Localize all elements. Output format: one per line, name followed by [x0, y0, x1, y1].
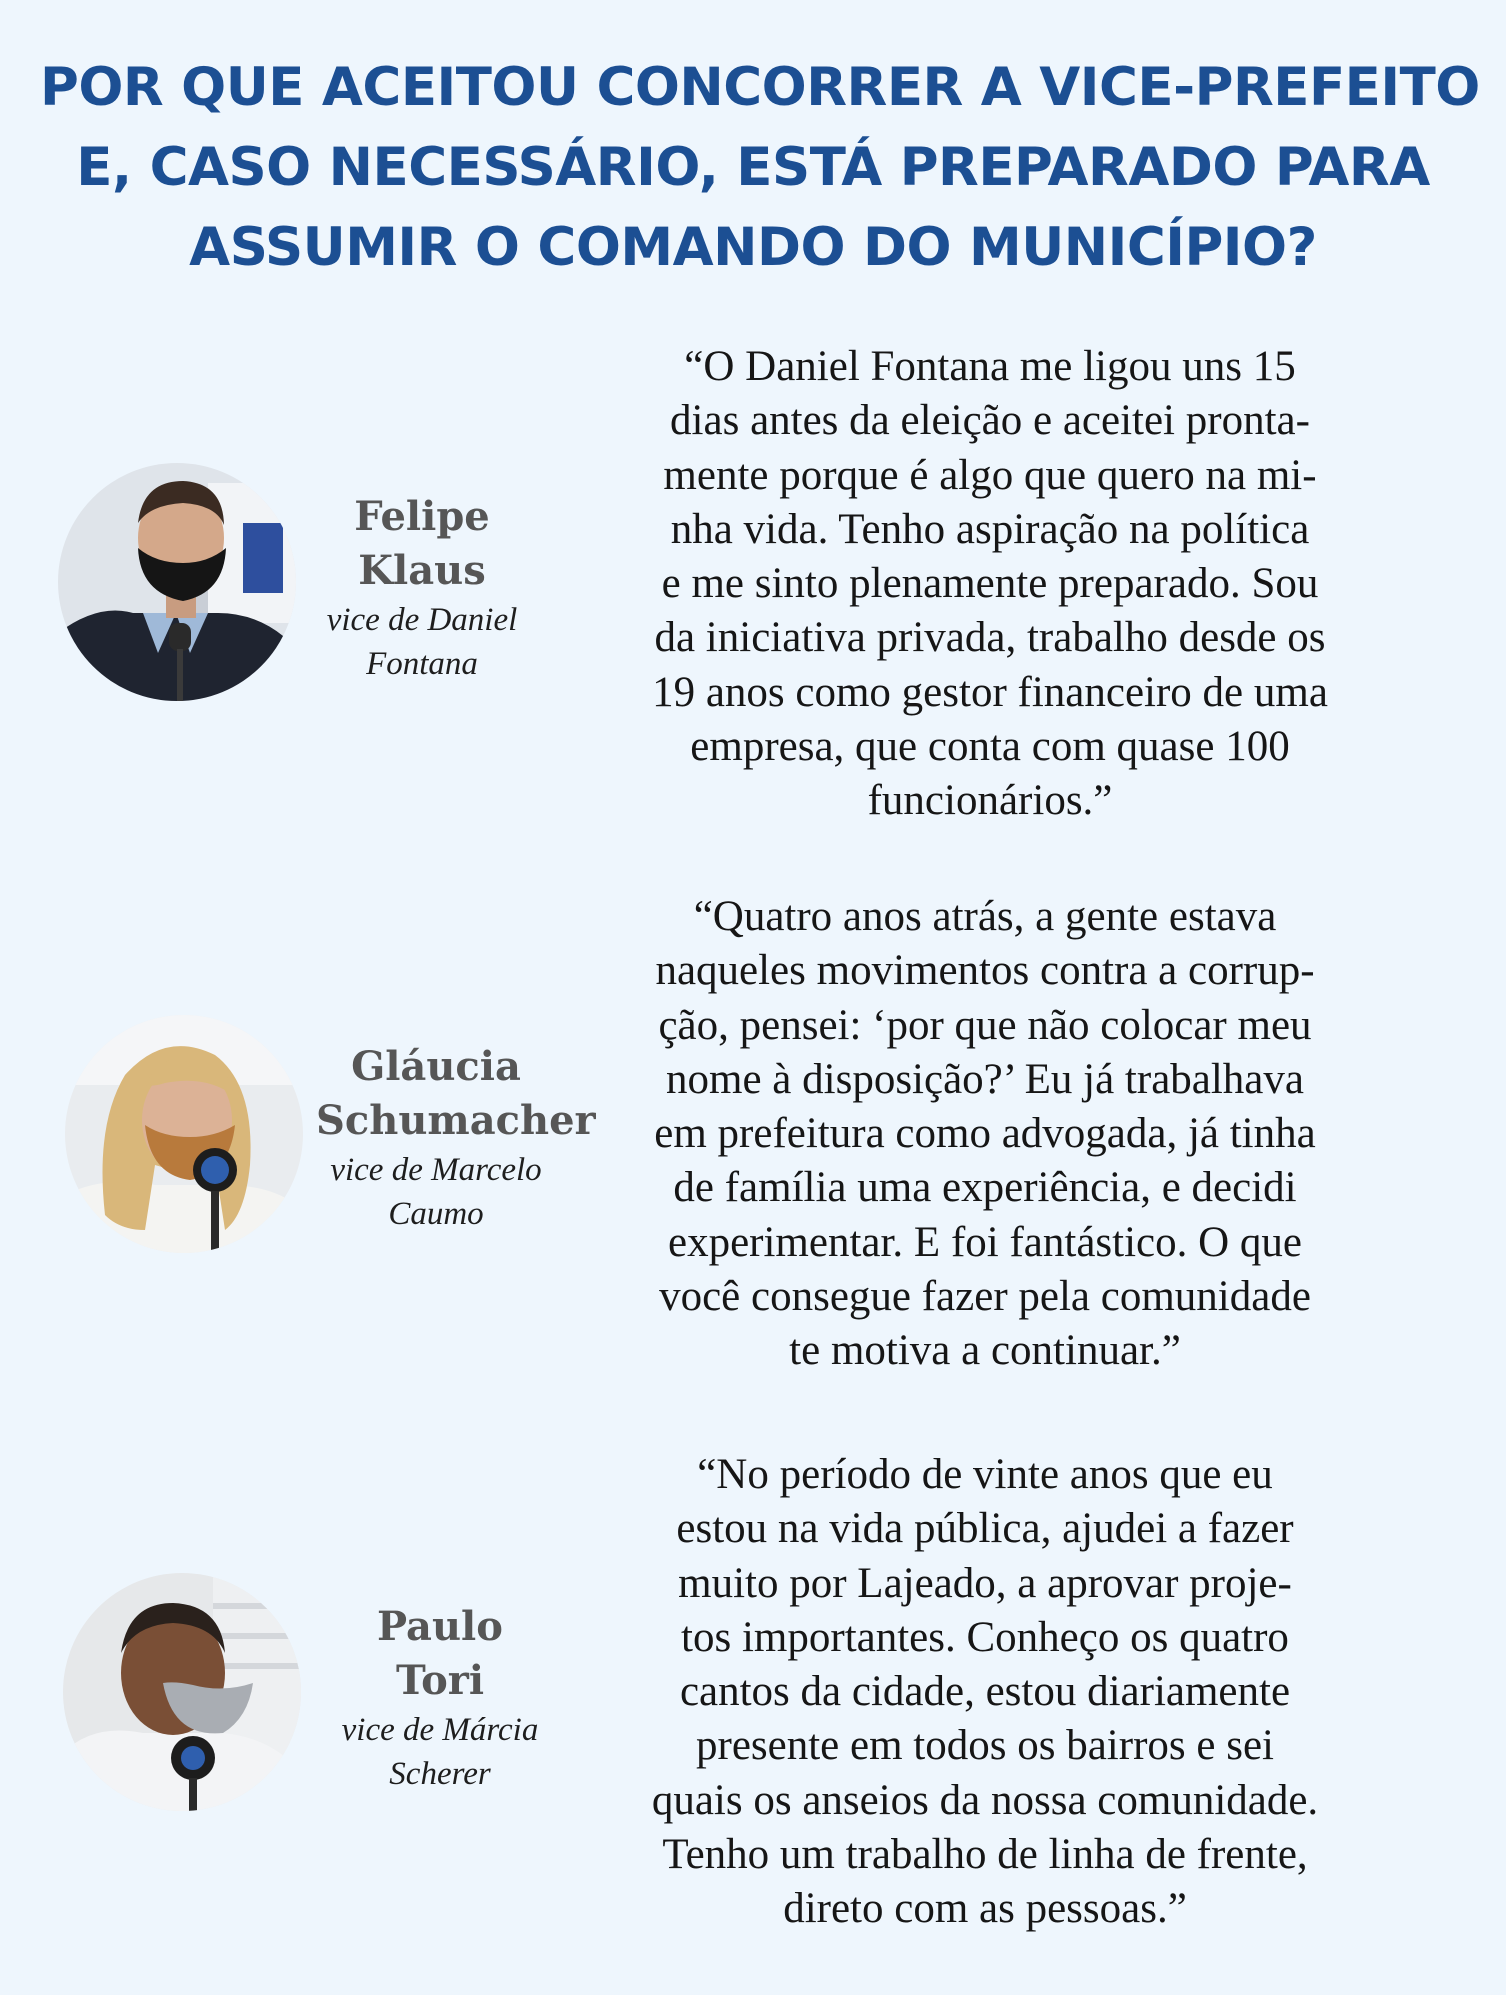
quote-line: cantos da cidade, estou diariamente — [679, 1668, 1291, 1716]
quote-line: naqueles movimentos contra a corrup- — [655, 947, 1315, 995]
speaker-name-line: Tori — [395, 1657, 485, 1704]
speaker-name-line: Klaus — [358, 547, 486, 594]
avatar-paulo-tori — [63, 1573, 301, 1811]
quote-line: em prefeitura como advogada, já tinha — [654, 1110, 1316, 1158]
speaker-role-line: Scherer — [389, 1756, 491, 1792]
quote-line: quais os anseios da nossa comunidade. — [651, 1776, 1319, 1824]
speaker-role-line: Fontana — [366, 646, 478, 682]
portrait-photo — [63, 1573, 301, 1811]
quote-line: dias antes da eleição e aceitei pronta- — [670, 397, 1310, 445]
speaker-name — [320, 1600, 560, 1708]
quote-line: nome à disposição?’ Eu já trabalhava — [666, 1055, 1304, 1103]
quote-line: ção, pensei: ‘por que não colocar meu — [658, 1001, 1312, 1049]
headline — [40, 48, 1480, 288]
quote-line: presente em todos os bairros e sei — [696, 1722, 1274, 1770]
quote-line: Tenho um trabalho de linha de frente, — [662, 1831, 1308, 1879]
avatar-glaucia-schumacher — [65, 1015, 303, 1253]
quote-line: “Quatro anos atrás, a gente estava — [693, 893, 1277, 940]
quote-text — [590, 1448, 1380, 1937]
quote-line: 19 anos como gestor financeiro de uma — [652, 668, 1328, 716]
quote-line: direto com as pessoas.” — [783, 1885, 1187, 1933]
quote-text — [590, 890, 1380, 1379]
quote-line: nha vida. Tenho aspiração na política — [670, 505, 1310, 553]
portrait-photo — [58, 463, 296, 701]
quote-line: te motiva a continuar.” — [789, 1327, 1181, 1375]
quote-line: “O Daniel Fontana me ligou uns 15 — [684, 343, 1296, 390]
quote-line: muito por Lajeado, a aprovar proje- — [678, 1559, 1292, 1607]
speaker-role — [316, 1148, 556, 1236]
quote-line: empresa, que conta com quase 100 — [690, 723, 1290, 771]
speaker-name-line: Gláucia — [351, 1043, 521, 1090]
avatar-felipe-klaus — [58, 463, 296, 701]
quote-line: “No período de vinte anos que eu — [697, 1451, 1273, 1498]
quote-line: e me sinto plenamente preparado. Sou — [661, 560, 1319, 608]
speaker-name — [302, 490, 542, 598]
speaker-block — [316, 1040, 596, 1236]
quote-line: experimentar. E foi fantástico. O que — [667, 1218, 1303, 1266]
quote-line: tos importantes. Conheço os quatro — [681, 1613, 1289, 1661]
quote-line: estou na vida pública, ajudei a fazer — [676, 1505, 1294, 1553]
speaker-name-line: Felipe — [354, 493, 490, 540]
headline-line: POR QUE ACEITOU CONCORRER A VICE-PREFEITO — [40, 57, 1480, 118]
quote-text — [595, 340, 1385, 829]
quote-line: de família uma experiência, e decidi — [673, 1164, 1297, 1212]
quote-line: funcionários.” — [867, 777, 1113, 825]
quote-line: mente porque é algo que quero na mi- — [663, 451, 1317, 499]
speaker-name-line: Paulo — [377, 1603, 503, 1650]
speaker-name-line: Schumacher — [316, 1097, 596, 1144]
quote-line: da iniciativa privada, trabalho desde os — [654, 614, 1326, 662]
speaker-name — [316, 1040, 596, 1148]
headline-line: ASSUMIR O COMANDO DO MUNICÍPIO? — [189, 217, 1317, 278]
speaker-block — [320, 1600, 560, 1796]
speaker-role-line: Caumo — [388, 1196, 484, 1232]
speaker-role-line: vice de Daniel — [326, 602, 518, 638]
portrait-photo — [65, 1015, 303, 1253]
speaker-role — [320, 1708, 560, 1796]
speaker-role-line: vice de Marcelo — [330, 1152, 542, 1188]
speaker-block — [302, 490, 542, 686]
speaker-role — [302, 598, 542, 686]
speaker-role-line: vice de Márcia — [341, 1712, 539, 1748]
quote-line: você consegue fazer pela comunidade — [659, 1273, 1311, 1321]
headline-line: E, CASO NECESSÁRIO, ESTÁ PREPARADO PARA — [76, 137, 1430, 198]
